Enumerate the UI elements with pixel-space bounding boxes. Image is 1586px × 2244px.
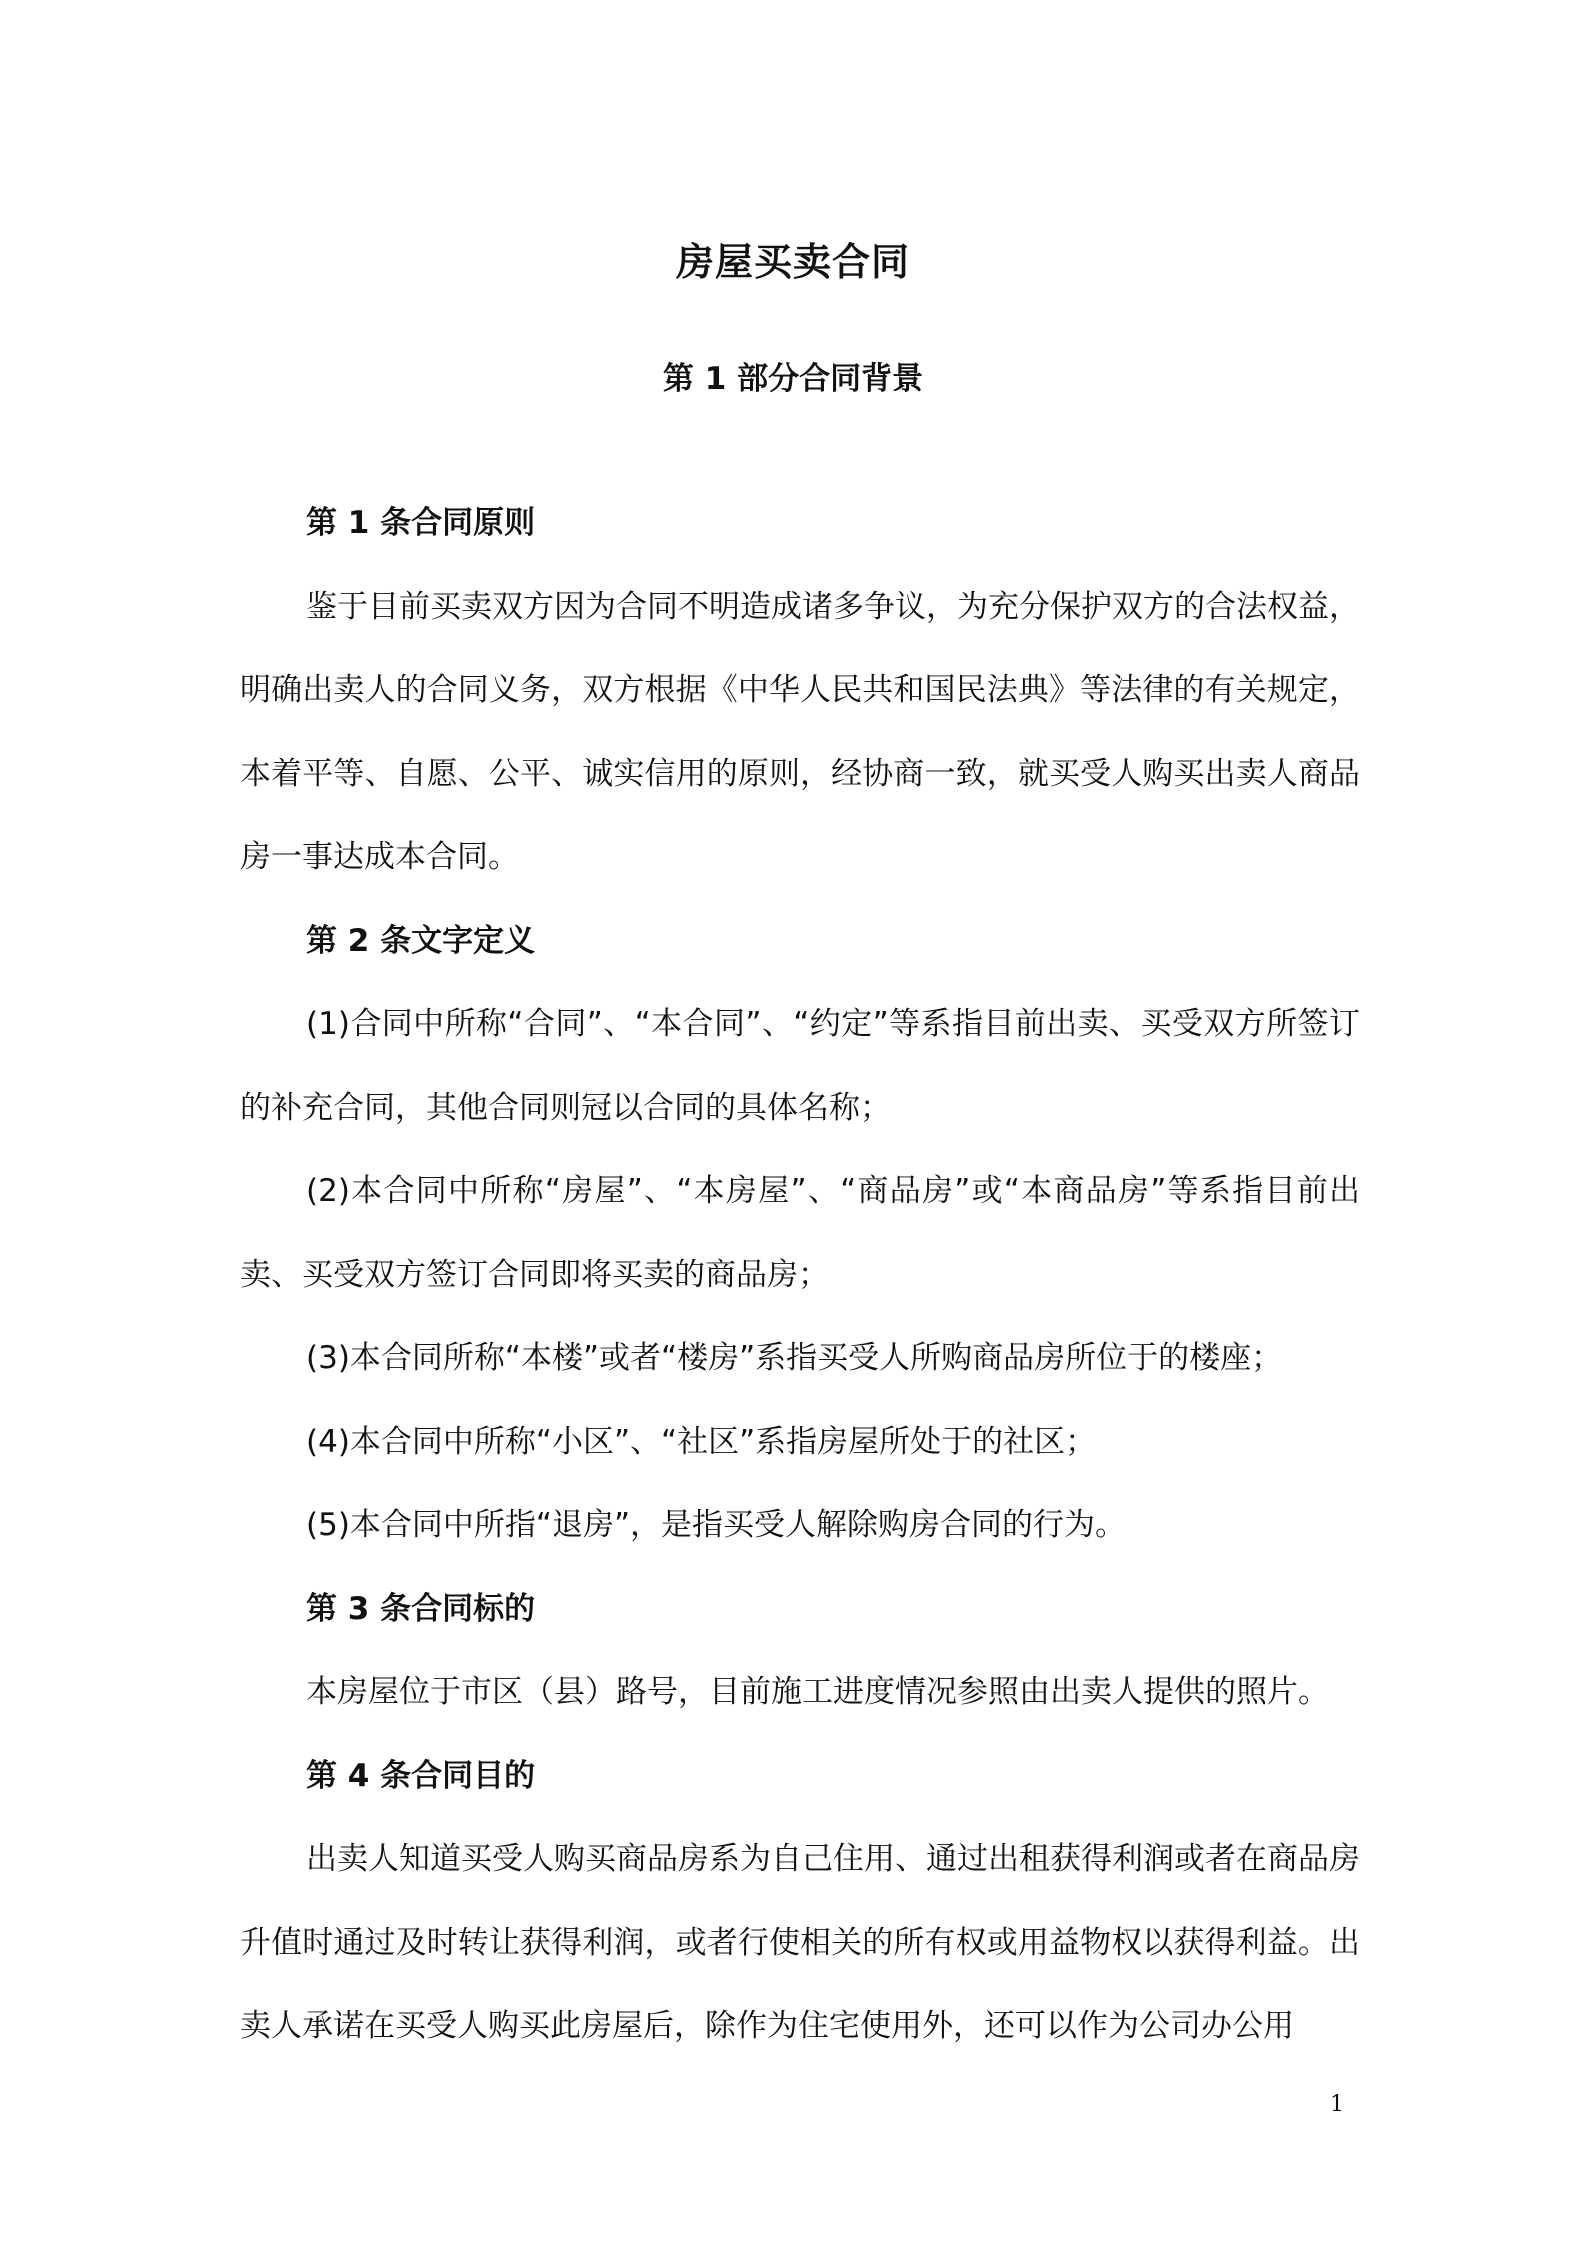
definition-item: (1)合同中所称“合同”、“本合同”、“约定”等系指目前出卖、买受双方所签订的补充合同，其他合同则冠以合同的具体名称； — [240, 1006, 1360, 1126]
section-heading: 第 1 条合同原则 — [306, 505, 536, 541]
section-paragraph: 出卖人知道买受人购买商品房系为自己住用、通过出租获得利润或者在商品房升值时通过及时转让获得利润，或者行使相关的所有权或用益物权以获得利益。出卖人承诺在买受人购买此房屋后，除作为住宅使用外，还可以作为公司办公用 — [240, 1841, 1360, 2044]
definition-item: (3)本合同所称“本楼”或者“楼房”系指买受人所购商品房所位于的楼座； — [306, 1340, 1283, 1376]
document-title: 房屋买卖合同 — [675, 240, 910, 284]
section-heading: 第 3 条合同标的 — [306, 1590, 536, 1627]
section-paragraph: 本房屋位于市区（县）路号，目前施工进度情况参照由出卖人提供的照片。 — [306, 1674, 1329, 1710]
definition-item: (5)本合同中所指“退房”，是指买受人解除购房合同的行为。 — [306, 1507, 1127, 1543]
definition-item: (2)本合同中所称“房屋”、“本房屋”、“商品房”或“本商品房”等系指目前出卖、买受双方签订合同即将买卖的商品房； — [240, 1173, 1360, 1293]
part-heading: 第 1 部分合同背景 — [662, 361, 924, 397]
definition-item: (4)本合同中所称“小区”、“社区”系指房屋所处于的社区； — [306, 1423, 1097, 1460]
section-heading: 第 2 条文字定义 — [306, 922, 536, 959]
section-paragraph: 鉴于目前买卖双方因为合同不明造成诸多争议，为充分保护双方的合法权益，明确出卖人的合同义务，双方根据《中华人民共和国民法典》等法律的有关规定，本着平等、自愿、公平、诚实信用的原则，经协商一致，就买受人购买出卖人商品房一事达成本合同。 — [240, 588, 1360, 875]
document-body — [240, 482, 1360, 2069]
page-number: 1 — [1330, 2092, 1344, 2117]
section-heading: 第 4 条合同目的 — [306, 1757, 536, 1794]
